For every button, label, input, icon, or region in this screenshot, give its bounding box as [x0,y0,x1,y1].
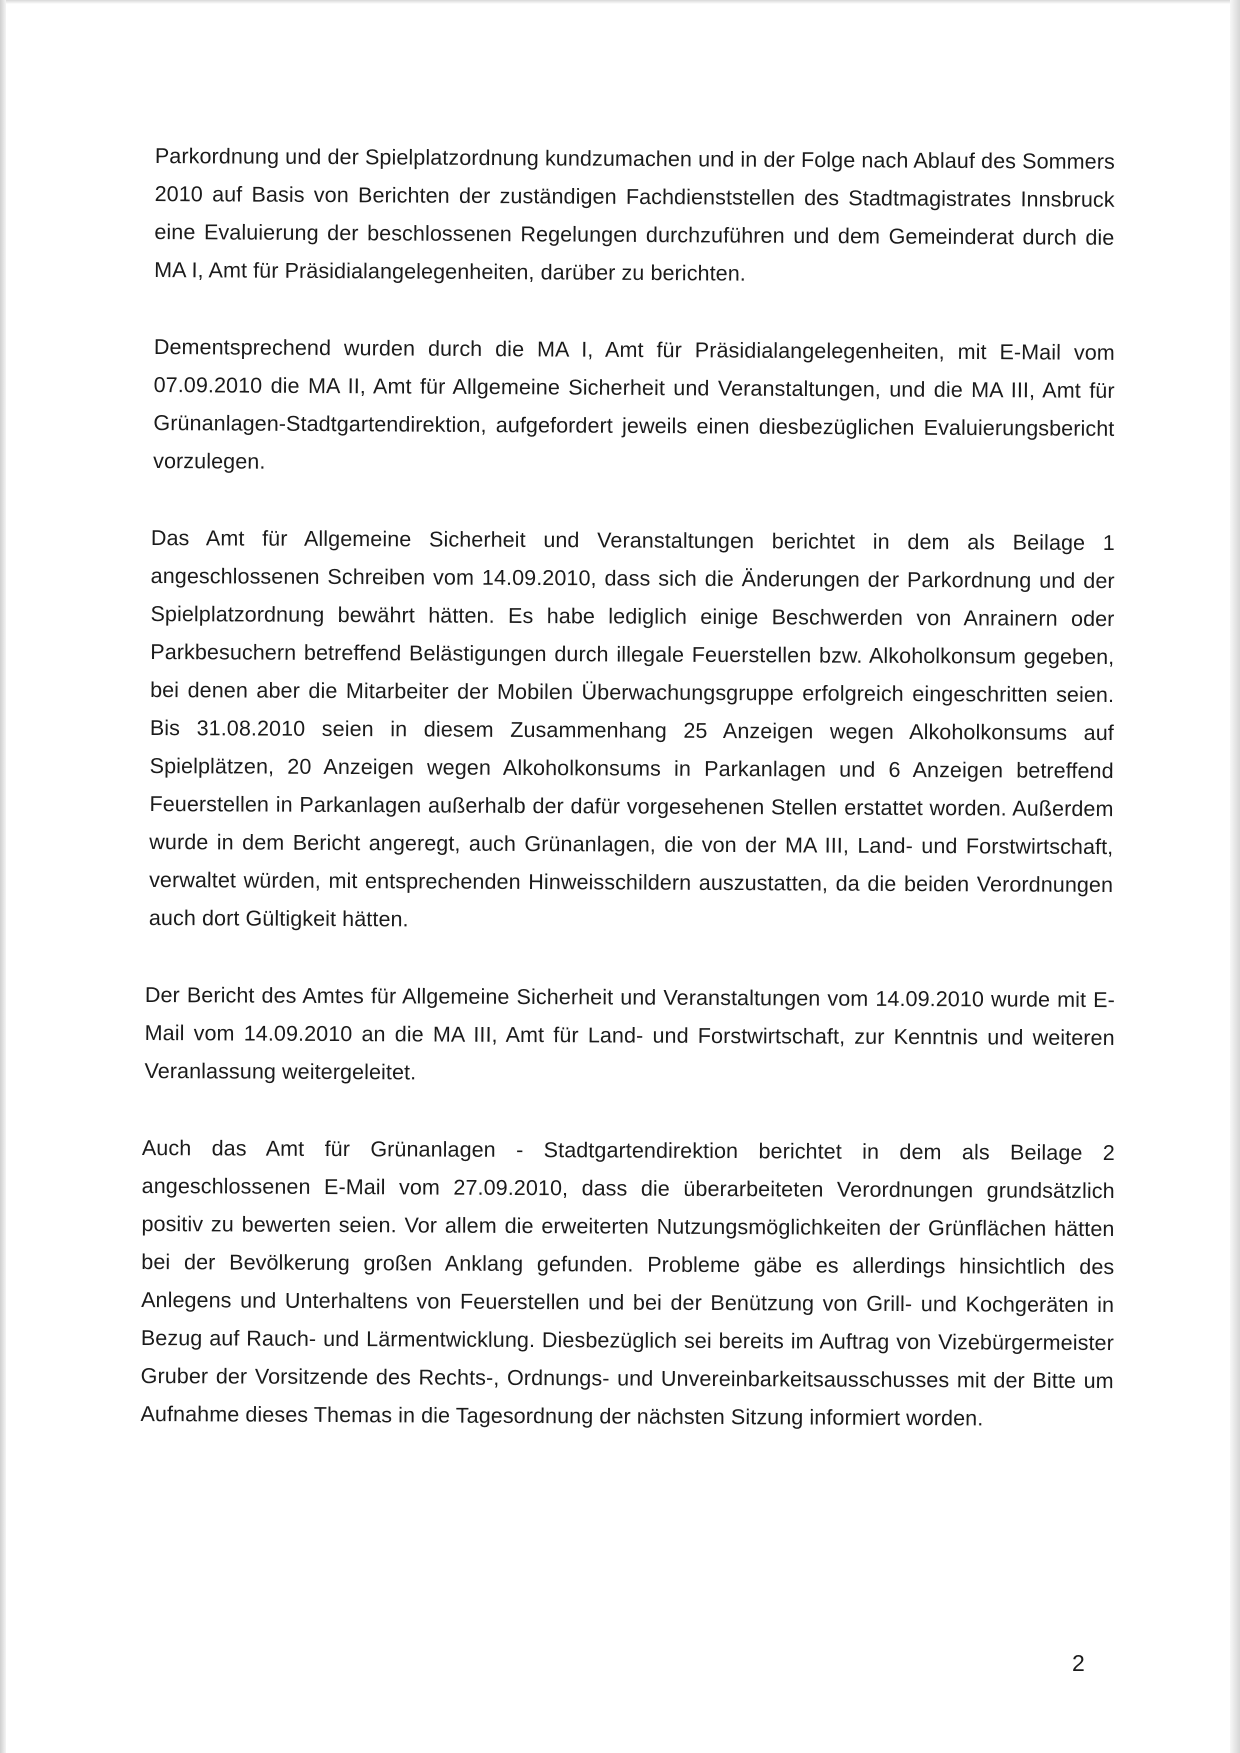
page-number: 2 [1072,1650,1085,1676]
paragraph-5: Auch das Amt für Grünanlagen - Stadtgartendirektion berichtet in dem als Beilage 2 angeschlossenen E-Mail vom 27.09.2010, dass die überarbeiteten Verordnungen grundsätzlich positiv zu bewerten seien. Vor allem die erweiterten Nutzungsmöglichkeiten der Grünflächen hätten bei der Bevölkerung großen Anklang gefunden. Probleme gäbe es allerdings hinsichtlich des Anlegens und Unterhaltens von Feuerstellen und bei der Benützung von Grill- und Kochgeräten in Bezug auf Rauch- und Lärmentwicklung. Diesbezüglich sei bereits im Auftrag von Vizebürgermeister Gruber der Vorsitzende des Rechts-, Ordnungs- und Unvereinbarkeitsausschusses mit der Bitte um Aufnahme dieses Themas in die Tagesordnung der nächsten Sitzung informiert worden. [140,1135,1115,1431]
document-body [140,137,1115,1472]
paragraph-1: Parkordnung und der Spielplatzordnung kundzumachen und in der Folge nach Ablauf des Sommers 2010 auf Basis von Berichten der zuständigen Fachdienststellen des Stadtmagistrates Innsbruck eine Evaluierung der beschlossenen Regelungen durchzuführen und dem Gemeinderat durch die MA I, Amt für Präsidialangelegenheiten, darüber zu berichten. [154,143,1115,286]
scan-edge-left [0,0,6,1753]
scan-edge-top [0,0,1240,4]
paragraph-3: Das Amt für Allgemeine Sicherheit und Veranstaltungen berichtet in dem als Beilage 1 angeschlossenen Schreiben vom 14.09.2010, dass sich die Änderungen der Parkordnung und der Spielplatzordnung bewährt hätten. Es habe lediglich einige Beschwerden von Anrainern oder Parkbesuchern betreffend Belästigungen durch illegale Feuerstellen bzw. Alkoholkonsum gegeben, bei denen aber die Mitarbeiter der Mobilen Überwachungsgruppe erfolgreich eingeschritten seien. Bis 31.08.2010 seien in diesem Zusammenhang 25 Anzeigen wegen Alkoholkonsums auf Spielplätzen, 20 Anzeigen wegen Alkoholkonsums in Parkanlagen und 6 Anzeigen betreffend Feuerstellen in Parkanlagen außerhalb der dafür vorgesehenen Stellen erstattet worden. Außerdem wurde in dem Bericht angeregt, auch Grünanlagen, die von der MA III, Land- und Forstwirtschaft, verwaltet würden, mit entsprechenden Hinweisschildern auszustatten, da die beiden Verordnungen auch dort Gültigkeit hätten. [148,525,1115,932]
paragraph-4: Der Bericht des Amtes für Allgemeine Sicherheit und Veranstaltungen vom 14.09.2010 wurde mit E-Mail vom 14.09.2010 an die MA III, Amt für Land- und Forstwirtschaft, zur Kenntnis und weiteren Veranlassung weitergeleitet. [144,982,1115,1085]
scan-edge-right [1230,0,1240,1753]
paragraph-2: Dementsprechend wurden durch die MA I, Amt für Präsidialangelegenheiten, mit E-Mail vom 07.09.2010 die MA II, Amt für Allgemeine Sicherheit und Veranstaltungen, und die MA III, Amt für Grünanlagen-Stadtgartendirektion, aufgefordert jeweils einen diesbezüglichen Evaluierungsbericht vorzulegen. [153,334,1115,474]
